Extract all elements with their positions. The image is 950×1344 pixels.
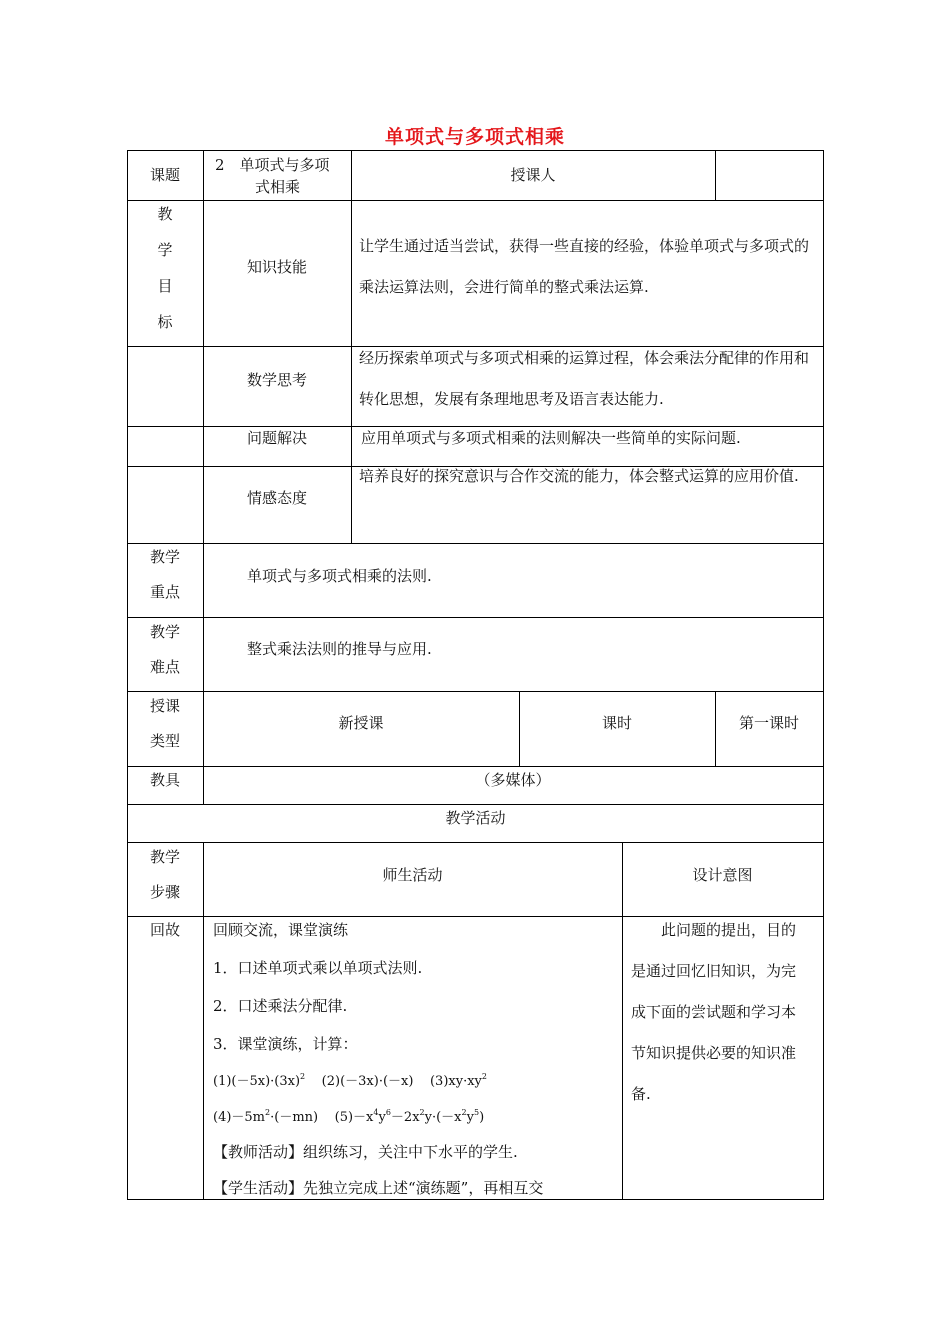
- review-line: 1．口述单项式乘以单项式法则.: [213, 959, 423, 977]
- row-divider: [127, 691, 824, 692]
- table-border-top: [127, 150, 824, 151]
- table-border-bottom: [127, 1199, 824, 1200]
- review-line: 3．课堂演练，计算：: [213, 1035, 358, 1053]
- teacher-label: 授课人: [510, 166, 556, 184]
- lesson-hours-label: 课时: [601, 714, 632, 732]
- objective-name: 情感态度: [246, 489, 307, 507]
- lesson-plan-table: [127, 150, 824, 1200]
- objective-text: 应用单项式与多项式相乘的法则解决一些简单的实际问题.: [361, 429, 741, 447]
- col-divider: [203, 842, 204, 1200]
- focus-label: 教学: [149, 548, 180, 566]
- row-divider: [127, 804, 824, 805]
- objective-name: 数学思考: [246, 371, 307, 389]
- col-divider: [622, 842, 623, 1200]
- lesson-type-label: 授课: [149, 697, 180, 715]
- topic-value: 式相乘: [255, 178, 301, 196]
- objective-name: 问题解决: [246, 429, 307, 447]
- intent-header: 设计意图: [692, 866, 753, 884]
- step-header: 教学: [149, 848, 180, 866]
- difficulty-label: 难点: [149, 658, 180, 676]
- row-divider: [127, 543, 824, 544]
- teacher-activity: 【教师活动】组织练习，关注中下水平的学生.: [213, 1143, 518, 1161]
- objective-name: 知识技能: [246, 258, 307, 276]
- col-divider: [203, 150, 204, 804]
- col-divider: [715, 150, 716, 200]
- review-line: 2．口述乘法分配律.: [213, 997, 348, 1015]
- exercise-line: $(1)(-5x)\cdot(3x)^2$ (2)(－3x)·(－x) $(3)xy\cdot xy^2$: [213, 1072, 487, 1089]
- objectives-label: 教 学 目 标: [157, 205, 173, 331]
- objective-text: 让学生通过适当尝试，获得一些直接的经验，体验单项式与多项式的乘法运算法则，会进行简单的整式乘法运算.: [359, 237, 810, 296]
- col-divider: [351, 150, 352, 543]
- review-intent: 此问题的提出，目的是通过回忆旧知识，为完成下面的尝试题和学习本节知识提供必要的知识准备.: [631, 921, 797, 1103]
- table-border-right: [823, 150, 824, 1200]
- lesson-type-label: 类型: [149, 732, 180, 750]
- topic-label: 课题: [149, 166, 180, 184]
- row-divider: [127, 200, 824, 201]
- activity-header: 师生活动: [382, 866, 443, 884]
- student-activity: 【学生活动】先独立完成上述“演练题”，再相互交: [213, 1179, 544, 1197]
- objective-text: 经历探索单项式与多项式相乘的运算过程，体会乘法分配律的作用和转化思想，发展有条理地思考及语言表达能力.: [359, 349, 810, 408]
- focus-text: 单项式与多项式相乘的法则.: [247, 567, 432, 585]
- review-step: 回故: [149, 921, 180, 939]
- objective-text: 培养良好的探究意识与合作交流的能力，体会整式运算的应用价值.: [359, 467, 799, 485]
- row-divider: [127, 426, 824, 427]
- focus-label: 重点: [149, 583, 180, 601]
- activities-title: 教学活动: [445, 809, 506, 827]
- tools-label: 教具: [149, 771, 180, 789]
- review-line: 回顾交流，课堂演练: [213, 921, 349, 939]
- step-header: 步骤: [149, 883, 180, 901]
- page-title: 单项式与多项式相乘: [384, 126, 565, 148]
- exercise-line: $(4)-5m^2\cdot(-mn)$ $(5)-x^4y^6-2x^2y\cdot(-x^2y^5)$: [213, 1108, 485, 1125]
- tools-value: （多媒体）: [475, 771, 551, 789]
- difficulty-text: 整式乘法法则的推导与应用.: [247, 640, 432, 658]
- row-divider: [127, 842, 824, 843]
- topic-value: 2 单项式与多项: [215, 156, 330, 174]
- difficulty-label: 教学: [149, 623, 180, 641]
- row-divider: [127, 617, 824, 618]
- lesson-hours-value: 第一课时: [738, 714, 799, 732]
- row-divider: [127, 766, 824, 767]
- lesson-type-value: 新授课: [338, 714, 384, 732]
